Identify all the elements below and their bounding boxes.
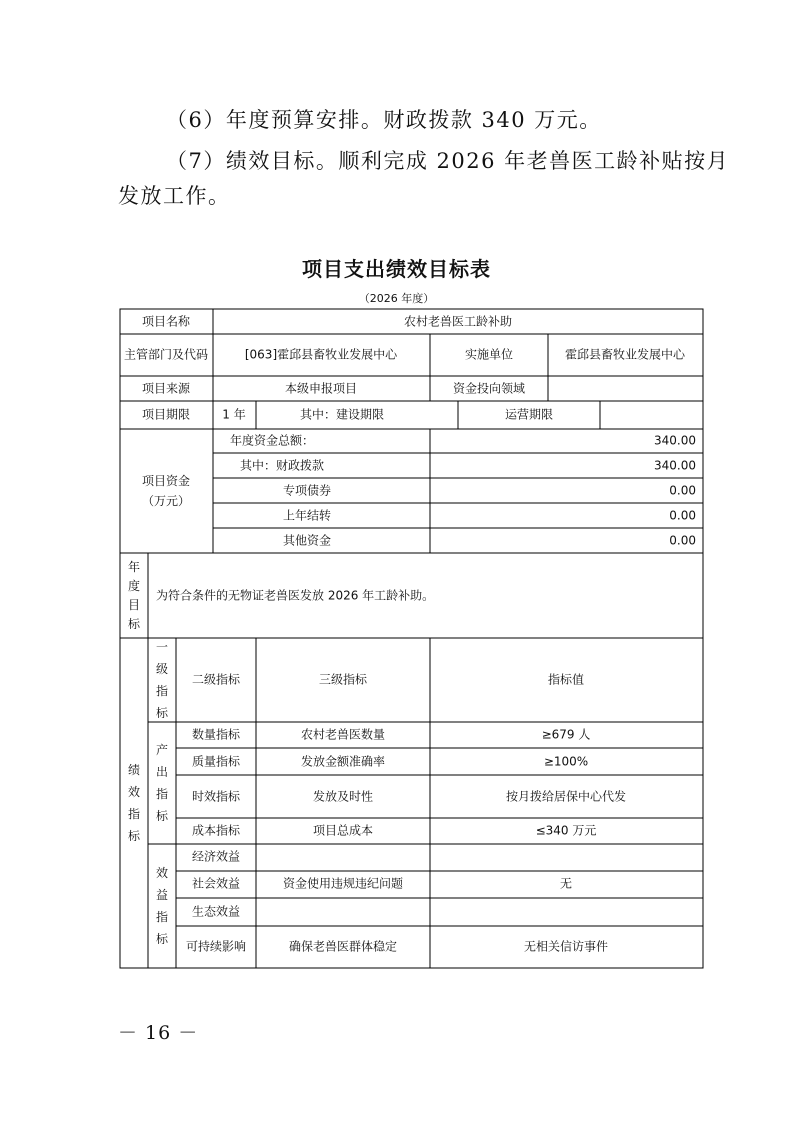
funds-bond-label: 专项债券 [282, 483, 332, 498]
output-row-value: ≥679 人 [541, 727, 591, 742]
funds-fiscal-label: 其中：财政拨款 [240, 458, 325, 473]
goal-paragraph-continued: 发放工作。 [118, 184, 231, 208]
dept-value: [063]霍邱县畜牧业发展中心 [244, 347, 398, 362]
budget-paragraph: （6）年度预算安排。财政拨款 340 万元。 [166, 108, 602, 132]
direction-label: 资金投向领域 [452, 381, 526, 396]
header-level3: 三级指标 [318, 672, 368, 687]
header-level1: 一级指标 [155, 640, 168, 720]
output-row-level3: 发放金额准确率 [300, 754, 386, 769]
output-row-level2: 质量指标 [191, 754, 241, 769]
funds-carryover-value: 0.00 [669, 508, 696, 523]
header-level2: 二级指标 [191, 672, 241, 687]
benefit-row-level2: 生态效益 [191, 904, 241, 919]
benefit-row-level2: 可持续影响 [185, 939, 246, 954]
funds-other-value: 0.00 [669, 533, 696, 548]
impl-unit-value: 霍邱县畜牧业发展中心 [564, 347, 686, 362]
funds-label: 项目资金（万元） [141, 474, 190, 508]
benefit-row-value: 无 [559, 876, 573, 891]
period-label: 项目期限 [141, 407, 191, 422]
header-value: 指标值 [547, 672, 585, 687]
project-name-value: 农村老兽医工龄补助 [403, 314, 513, 329]
funds-carryover-label: 上年结转 [282, 508, 332, 523]
source-value: 本级申报项目 [284, 381, 358, 396]
funds-total-label: 年度资金总额： [230, 433, 315, 448]
funds-total-value: 340.00 [654, 433, 696, 448]
ops-period-label: 运营期限 [504, 407, 554, 422]
table-subtitle: （2026 年度） [358, 292, 435, 305]
benefit-row-level3: 资金使用违规违纪问题 [282, 876, 404, 891]
benefit-row-value: 无相关信访事件 [523, 939, 609, 954]
output-row-level3: 发放及时性 [312, 789, 374, 804]
benefit-indicators-label: 效益指标 [155, 866, 168, 946]
annual-goal-label: 年度目标 [127, 560, 140, 631]
output-row-level2: 时效指标 [191, 789, 241, 804]
build-period-label: 其中：建设期限 [299, 407, 385, 422]
dept-label: 主管部门及代码 [124, 347, 209, 362]
output-row-level2: 成本指标 [191, 823, 241, 838]
project-name-label: 项目名称 [141, 314, 191, 329]
period-value: 1 年 [222, 407, 246, 422]
output-row-level3: 农村老兽医数量 [300, 727, 386, 742]
impl-unit-label: 实施单位 [464, 347, 514, 362]
goal-paragraph: （7）绩效目标。顺利完成 2026 年老兽医工龄补贴按月 [166, 149, 730, 173]
output-indicators-label: 产出指标 [155, 743, 168, 823]
funds-other-label: 其他资金 [282, 533, 332, 548]
output-row-value: ≥100% [543, 754, 589, 769]
benefit-row-level2: 社会效益 [191, 876, 241, 891]
funds-fiscal-value: 340.00 [654, 458, 696, 473]
output-row-value: ≤340 万元 [535, 823, 597, 838]
benefit-row-level3: 确保老兽医群体稳定 [288, 939, 398, 954]
page-number: － 16 － [118, 1022, 199, 1044]
funds-bond-value: 0.00 [669, 483, 696, 498]
annual-goal-text: 为符合条件的无物证老兽医发放 2026 年工龄补助。 [156, 588, 435, 603]
perf-indicators-label: 绩效指标 [127, 763, 140, 843]
benefit-row-level2: 经济效益 [191, 849, 241, 864]
output-row-level3: 项目总成本 [312, 823, 374, 838]
source-label: 项目来源 [141, 381, 191, 396]
output-row-level2: 数量指标 [191, 727, 241, 742]
table-title: 项目支出绩效目标表 [302, 257, 491, 281]
output-row-value: 按月拨给居保中心代发 [505, 789, 627, 804]
